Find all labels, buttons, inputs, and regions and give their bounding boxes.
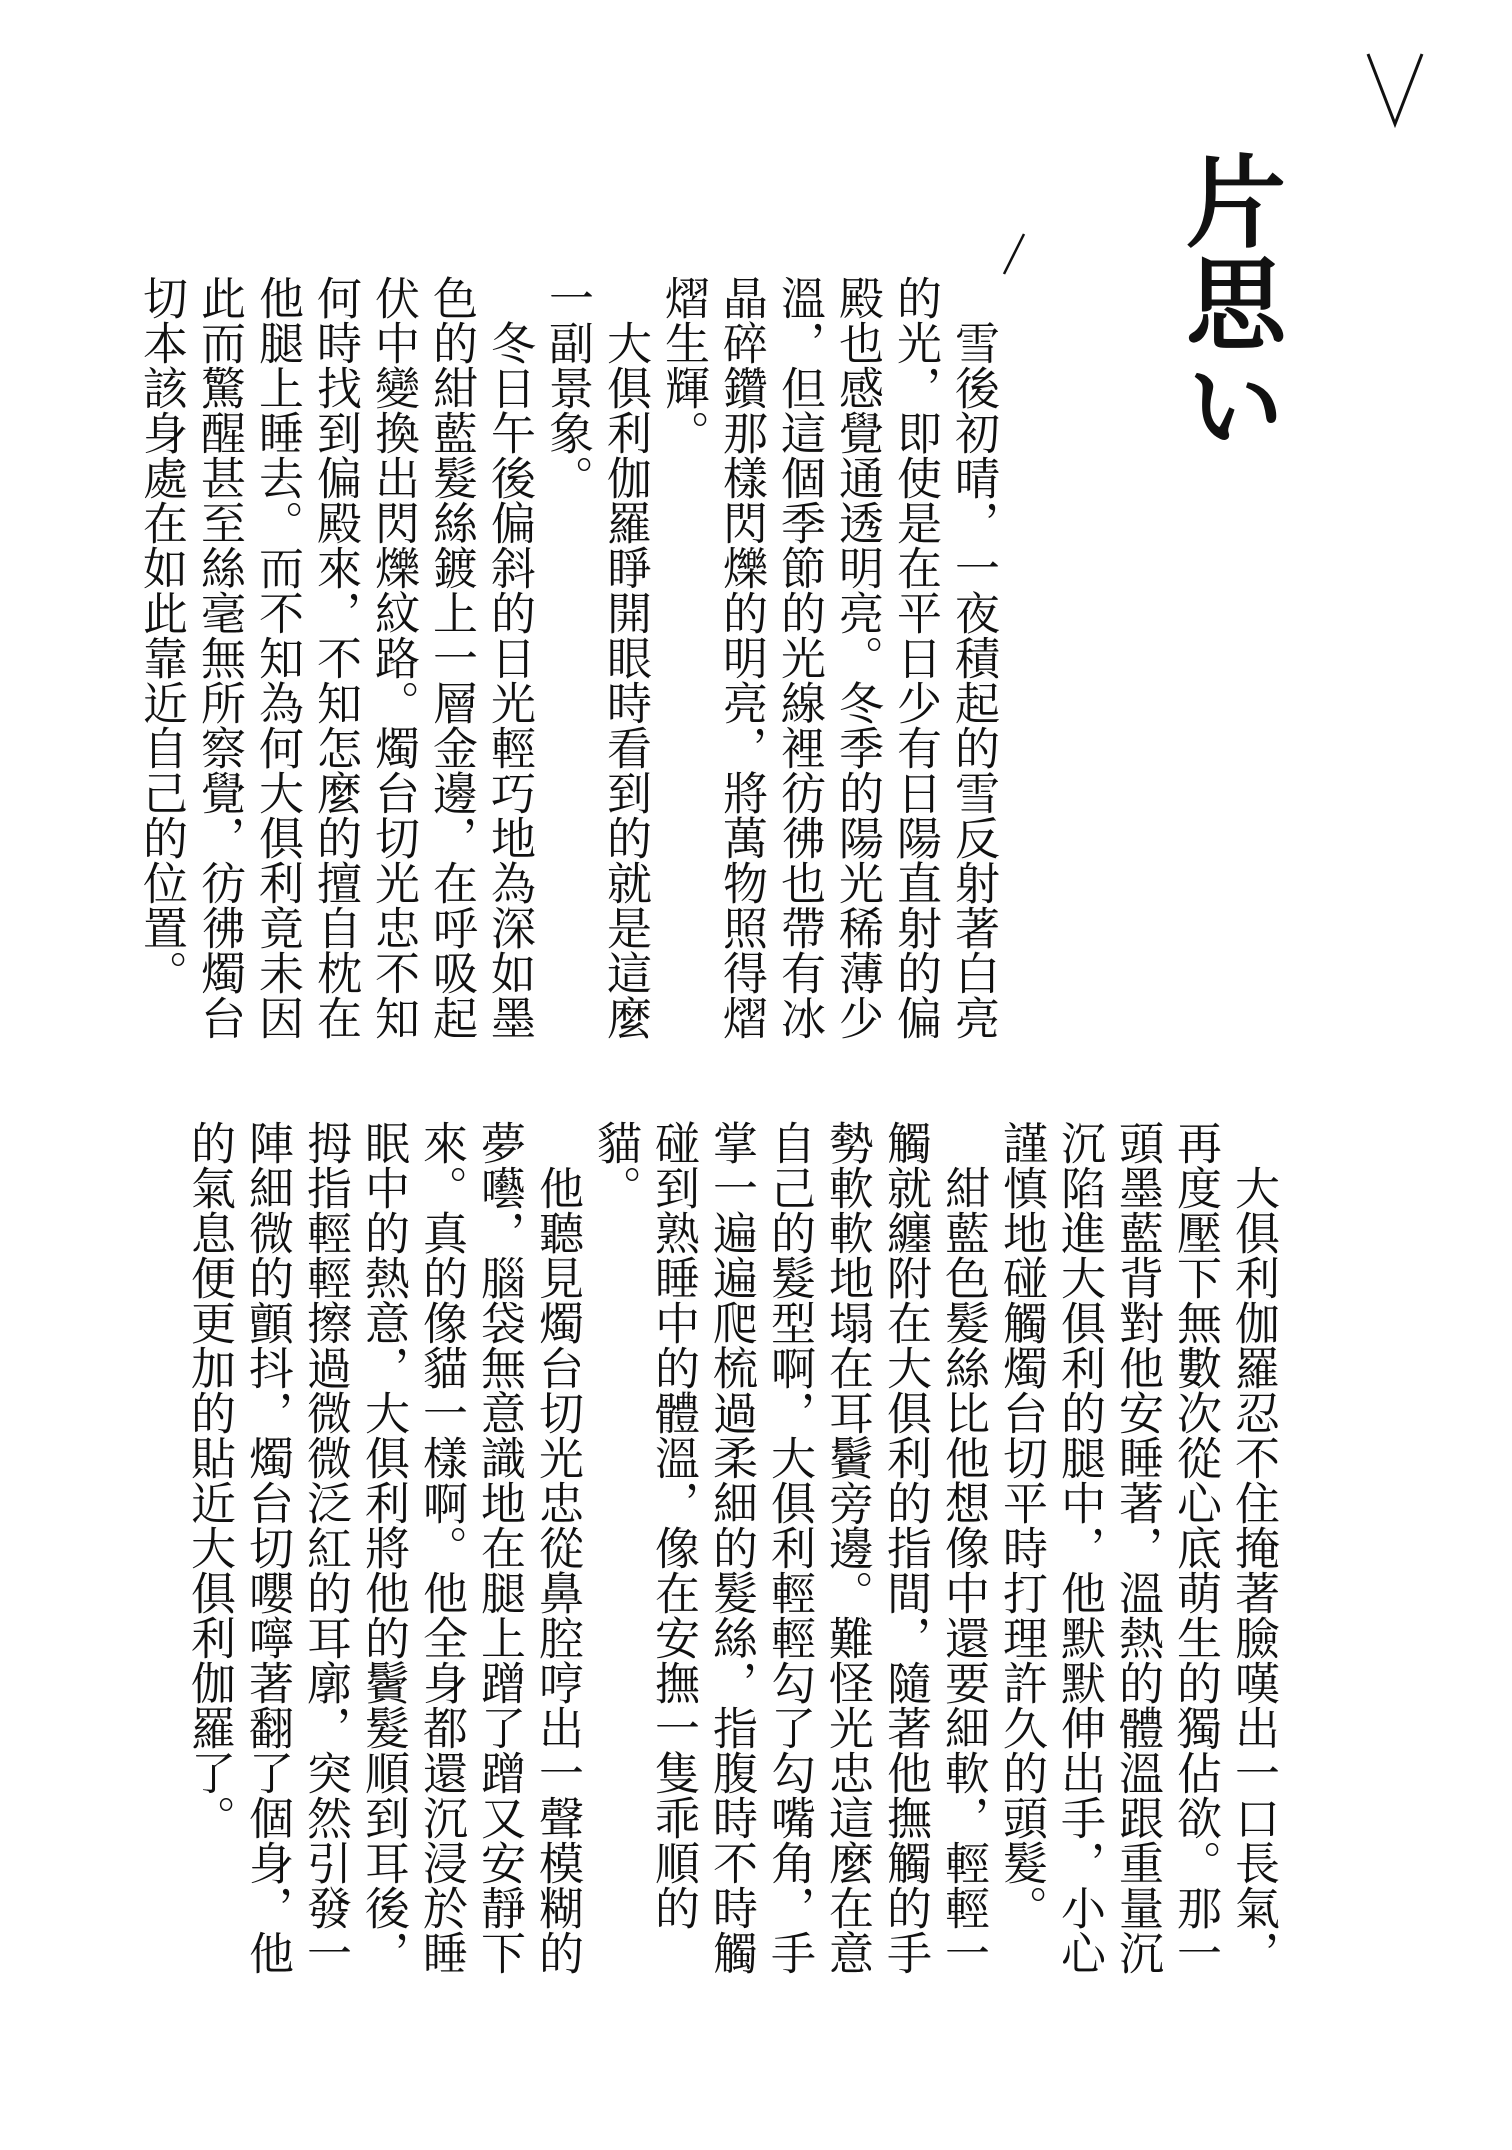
text-block-2	[180, 1120, 1282, 2010]
paragraph: 冬日午後偏斜的日光輕巧地為深如墨色的紺藍髮絲鍍上一層金邊，在呼吸起伏中變換出閃爍紋路。燭台切光忠不知何時找到偏殿來，不知怎麼的擅自枕在他腿上睡去。而不知為何大俱利竟未因此而驚醒甚至絲毫無所察覺，彷彿燭台切本該身處在如此靠近自己的位置。	[135, 275, 536, 1040]
chapter-mark	[1360, 50, 1430, 130]
paragraph: 雪後初晴，一夜積起的雪反射著白亮的光，即使是在平日少有日陽直射的偏殿也感覺通透明亮。冬季的陽光稀薄少溫，但這個季節的光線裡彷彿也帶有冰晶碎鑽那樣閃爍的明亮，將萬物照得熠熠生輝。	[657, 275, 1000, 1040]
paragraph: 大俱利伽羅忍不住掩著臉嘆出一口長氣，再度壓下無數次從心底萌生的獨佔欲。那一頭墨藍背對他安睡著，溫熱的體溫跟重量沉沉陷進大俱利的腿中，他默默伸出手，小心謹慎地碰觸燭台切平時打理許久的頭髮。	[995, 1120, 1280, 1975]
paragraph: 紺藍色髮絲比他想像中還要細軟，輕輕一觸就纏附在大俱利的指間，隨著他撫觸的手勢軟軟地塌在耳鬢旁邊。難怪光忠這麼在意自己的髮型啊，大俱利輕輕勾了勾嘴角，手掌一遍遍爬梳過柔細的髮絲，指腹時不時觸碰到熟睡中的體溫，像在安撫一隻乖順的貓。	[589, 1120, 990, 1975]
paragraph: 大俱利伽羅睜開眼時看到的就是這麼一副景象。	[541, 275, 652, 1040]
text-block-1	[132, 275, 1002, 1065]
section-divider-slash	[1002, 232, 1026, 276]
paragraph: 他聽見燭台切光忠從鼻腔哼出一聲模糊的夢囈，腦袋無意識地在腿上蹭了蹭又安靜下來。真的像貓一樣啊。他全身都還沉浸於睡眠中的熱意，大俱利將他的鬢髮順到耳後，拇指輕輕擦過微微泛紅的耳廓，突然引發一陣細微的顫抖，燭台切嚶嚀著翻了個身，他的氣息便更加的貼近大俱利伽羅了。	[183, 1120, 584, 1975]
title: 片思い	[1169, 150, 1286, 456]
